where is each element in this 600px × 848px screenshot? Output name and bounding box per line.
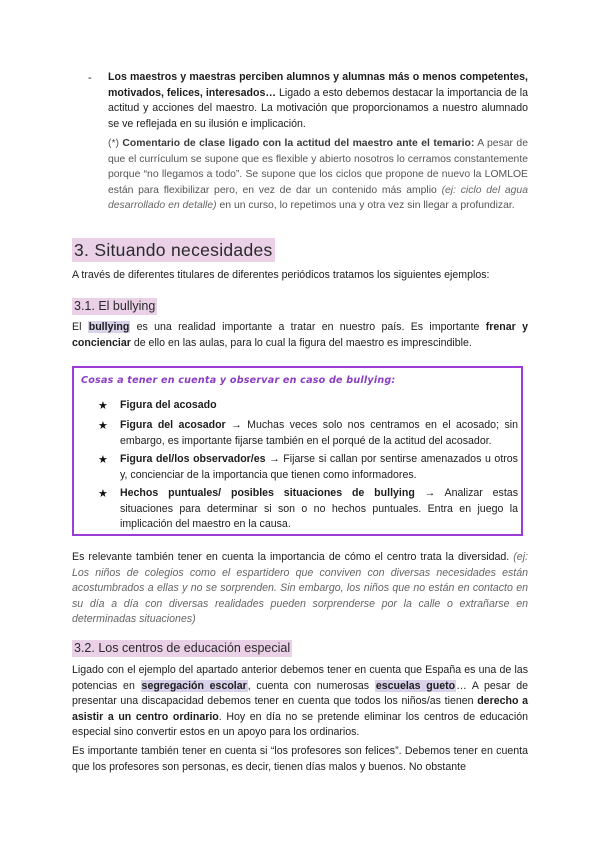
item-bold: Figura del acosado [120,399,217,411]
comment-end: en un curso, lo repetimos una y otra vez sin llegar a profundizar. [216,200,515,211]
diversity-text: Es relevante también tener en cuenta la importancia de cómo el centro trata la diversidad. [72,551,514,563]
bullying-callout-box [72,366,523,536]
diversity-italic: (ej: Los niños de colegios como el espartidero que conviven con diversas necesidades están acostumbrados a ellas y no se sorprenden. Sin embargo, los niños que no están en contacto en su día a día con diversas realidades pueden sorprenderse por la calle o extrañarse en determinadas situaciones) [72,551,528,626]
segregation-highlight: segregación escolar [141,679,247,692]
bullet-rest: Ligado a esto debemos destacar la importancia de la actitud y acciones del maestro. La motivación que proporcionamos a nuestro alumnado se ve reflejada en su ilusión e implicación. [108,86,529,130]
diversity-paragraph [72,550,528,628]
bullying-bold: frenar y concienciar [72,321,528,349]
bullet-bold: Los maestros y maestras perciben alumnos y alumnas más o menos competentes, motivados, felices, interesados… [108,71,528,99]
bullying-highlight: bullying [88,321,130,333]
comment-bold: Comentario de clase ligado con la actitud del maestro ante el temario: [122,138,475,150]
item-text: → Muchas veces solo nos centramos en el acosado; sin embargo, es importante fijarse también en el porqué de la actitud del acosador. [120,419,518,447]
sc-text-d: . Hoy en día no se pretende eliminar los centros de educación especial sino convertir estos en un apoyo para los ordinarios. [72,710,528,739]
star-icon: ★ [98,453,108,466]
callout-title: Cosas a tener en cuenta y observar en caso de bullying: [81,375,396,386]
item-bold: Hechos puntuales/ posibles situaciones de bullying [120,487,415,499]
ghetto-highlight: escuelas gueto [375,679,456,692]
section-3-1-heading: 3.1. El bullying [74,299,156,313]
special-centers-paragraph [72,663,528,741]
comment-text: A pesar de que el currículum se supone que es flexible y abierto nosotros lo cerramos constantemente porque “no llegamos a todo”. Se supone que los ciclos que propone de nuevo la LOMLOE están para flexibilizar pero, en vez de dar un contenido más amplio [108,138,528,196]
list-item [98,418,518,449]
comment-prefix: (*) [108,138,123,150]
item-text: → Analizar estas situaciones para determinar si son o no hechos puntuales. Entra en juego la implicación del maestro en la causa. [120,487,518,531]
star-icon: ★ [98,399,108,412]
section-3-intro: A través de diferentes titulares de diferentes periódicos tratamos los siguientes ejemplos: [72,269,490,281]
bullying-paragraph [72,320,528,351]
list-item [98,398,518,414]
bullying-p-start: El [72,321,88,333]
section-3-heading: 3. Situando necesidades [74,240,273,260]
comment-italic: (ej: ciclo del agua desarrollado en detalle) [108,184,528,211]
star-icon: ★ [98,419,108,432]
item-text: → Fijarse si callan por sentirse amenazados u otros y, concienciar de la importancia que tienen como informadores. [120,453,518,481]
item-bold: Figura del acosador [120,419,226,431]
right-bold: derecho a asistir a un centro ordinario [72,695,528,723]
teachers-paragraph: Es importante también tener en cuenta si “los profesores son felices”. Debemos tener en cuenta que los profesores son personas, es decir, tienen días malos y buenos. No obstante [72,745,528,773]
bullying-p-end: de ello en las aulas, para lo cual la figura del maestro es imprescindible. [130,336,472,349]
bullying-p-mid: es una realidad importante a tratar en nuestro país. Es importante [130,321,486,333]
list-item [98,452,518,483]
list-item [98,486,518,533]
bullet-paragraph [108,70,528,132]
dash-bullet: - [88,72,92,84]
section-3-2-heading: 3.2. Los centros de educación especial [74,641,291,655]
class-comment [108,136,528,213]
item-bold: Figura del/los observador/es [120,453,266,465]
sc-text-c: … A pesar de presentar una discapacidad debemos tener en cuenta que todos los niños/as tienen [72,679,528,708]
sc-text-a: Ligado con el ejemplo del apartado anterior debemos tener en cuenta que España es una de las potencias en [72,664,528,692]
bullet-item [90,70,528,224]
sc-text-b: , cuenta con numerosas [247,679,375,692]
star-icon: ★ [98,487,108,500]
